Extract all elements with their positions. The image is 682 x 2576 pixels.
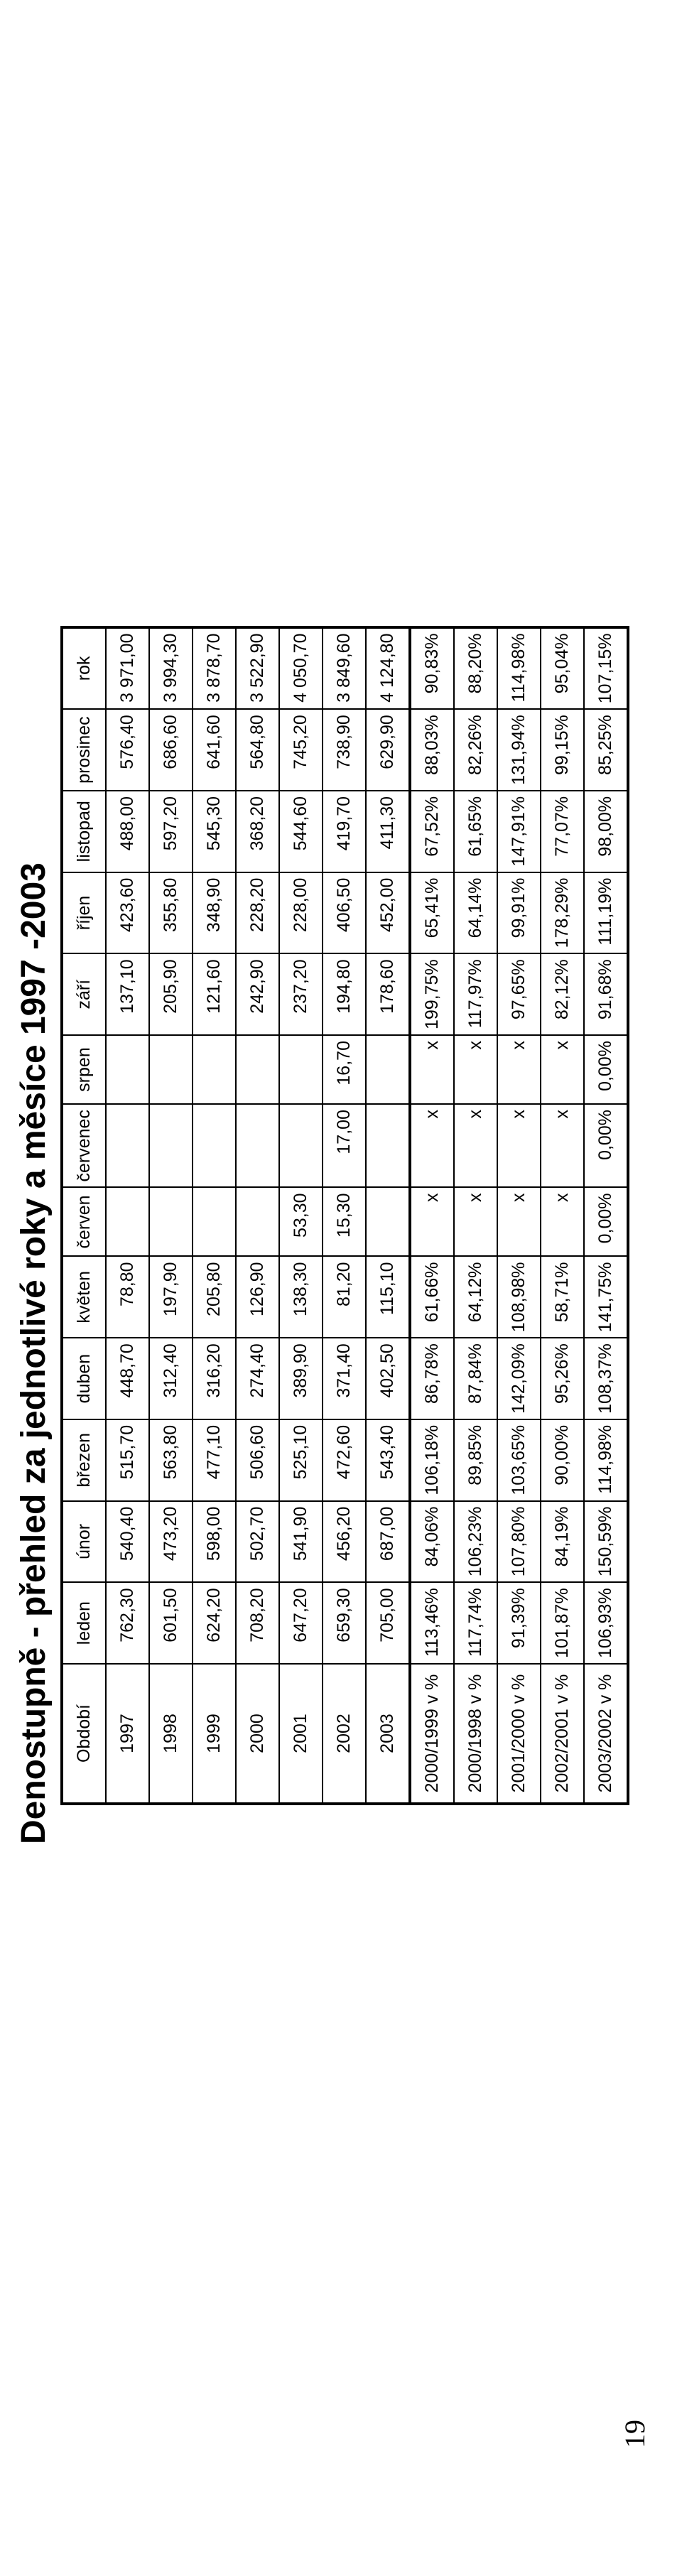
table-cell: 199,75% — [410, 953, 454, 1035]
table-cell — [193, 1035, 236, 1104]
table-cell: 67,52% — [410, 791, 454, 872]
table-cell — [236, 1104, 279, 1187]
table-cell: 4 124,80 — [366, 627, 410, 710]
table-cell — [279, 1035, 323, 1104]
table-cell: 126,90 — [236, 1256, 279, 1338]
table-cell: 389,90 — [279, 1338, 323, 1419]
table-cell: x — [454, 1104, 497, 1187]
table-cell — [236, 1187, 279, 1256]
table-cell: 97,65% — [497, 953, 541, 1035]
table-cell: 411,30 — [366, 791, 410, 872]
column-header: červenec — [62, 1104, 106, 1187]
table-cell: 540,40 — [106, 1501, 149, 1583]
table-cell: 111,19% — [584, 872, 628, 954]
table-cell: 106,23% — [454, 1501, 497, 1583]
table-cell: x — [454, 1035, 497, 1104]
table-cell: 515,70 — [106, 1419, 149, 1501]
table-cell: 3 994,30 — [149, 627, 193, 710]
table-cell: 101,87% — [541, 1582, 584, 1664]
table-cell: x — [541, 1187, 584, 1256]
column-header: duben — [62, 1338, 106, 1419]
table-cell: 117,97% — [454, 953, 497, 1035]
table-cell: 95,26% — [541, 1338, 584, 1419]
table-cell: 563,80 — [149, 1419, 193, 1501]
table-cell — [106, 1104, 149, 1187]
year-row — [279, 627, 323, 1804]
ratio-row — [584, 627, 628, 1804]
table-cell: 106,93% — [584, 1582, 628, 1664]
table-cell: 113,46% — [410, 1582, 454, 1664]
table-cell: 87,84% — [454, 1338, 497, 1419]
table-cell: 242,90 — [236, 953, 279, 1035]
table-cell: 0,00% — [584, 1187, 628, 1256]
table-cell: 355,80 — [149, 872, 193, 954]
table-cell — [236, 1035, 279, 1104]
table-cell: 473,20 — [149, 1501, 193, 1583]
table-cell: 525,10 — [279, 1419, 323, 1501]
year-row — [366, 627, 410, 1804]
table-cell: 82,12% — [541, 953, 584, 1035]
table-cell: 705,00 — [366, 1582, 410, 1664]
table-cell — [193, 1187, 236, 1256]
table-cell: 598,00 — [193, 1501, 236, 1583]
degree-days-table — [60, 626, 629, 1805]
table-cell: 597,20 — [149, 791, 193, 872]
table-cell: 686,60 — [149, 709, 193, 791]
table-cell: 90,83% — [410, 627, 454, 710]
table-cell: 98,00% — [584, 791, 628, 872]
table-cell: 544,60 — [279, 791, 323, 872]
ratio-row — [410, 627, 454, 1804]
column-header: Období — [62, 1664, 106, 1804]
table-header-row — [62, 627, 106, 1804]
table-cell: 115,10 — [366, 1256, 410, 1338]
table-cell: 117,74% — [454, 1582, 497, 1664]
table-cell: 316,20 — [193, 1338, 236, 1419]
table-cell: 147,91% — [497, 791, 541, 872]
column-header: leden — [62, 1582, 106, 1664]
table-cell: x — [410, 1187, 454, 1256]
table-cell: x — [541, 1035, 584, 1104]
table-cell: 138,30 — [279, 1256, 323, 1338]
table-cell: 545,30 — [193, 791, 236, 872]
table-cell: 108,37% — [584, 1338, 628, 1419]
table-cell: 17,00 — [323, 1104, 366, 1187]
table-cell: 77,07% — [541, 791, 584, 872]
row-label: 2000/1998 v % — [454, 1664, 497, 1804]
table-cell: 472,60 — [323, 1419, 366, 1501]
table-cell: 205,80 — [193, 1256, 236, 1338]
table-cell: 576,40 — [106, 709, 149, 791]
table-cell: x — [497, 1035, 541, 1104]
table-cell: 99,15% — [541, 709, 584, 791]
table-cell: 150,59% — [584, 1501, 628, 1583]
row-label: 2003 — [366, 1664, 410, 1804]
row-label: 2001/2000 v % — [497, 1664, 541, 1804]
table-cell: 452,00 — [366, 872, 410, 954]
table-cell: 506,60 — [236, 1419, 279, 1501]
table-cell: x — [497, 1187, 541, 1256]
page-number: 19 — [619, 2420, 651, 2448]
table-cell — [193, 1104, 236, 1187]
table-cell: 312,40 — [149, 1338, 193, 1419]
table-cell: 16,70 — [323, 1035, 366, 1104]
table-cell: 131,94% — [497, 709, 541, 791]
table-cell: 205,90 — [149, 953, 193, 1035]
column-header: září — [62, 953, 106, 1035]
table-cell: 65,41% — [410, 872, 454, 954]
table-cell: 0,00% — [584, 1035, 628, 1104]
table-cell — [149, 1035, 193, 1104]
table-cell: 86,78% — [410, 1338, 454, 1419]
table-cell: 82,26% — [454, 709, 497, 791]
table-cell: 419,70 — [323, 791, 366, 872]
table-cell: 762,30 — [106, 1582, 149, 1664]
table-cell: 448,70 — [106, 1338, 149, 1419]
table-cell: 64,12% — [454, 1256, 497, 1338]
table-cell: 745,20 — [279, 709, 323, 791]
ratio-row — [541, 627, 584, 1804]
table-cell: 423,60 — [106, 872, 149, 954]
table-cell: 502,70 — [236, 1501, 279, 1583]
table-cell: 687,00 — [366, 1501, 410, 1583]
row-label: 2000 — [236, 1664, 279, 1804]
table-cell: 738,90 — [323, 709, 366, 791]
table-cell: 88,03% — [410, 709, 454, 791]
table-cell: 114,98% — [497, 627, 541, 710]
column-header: březen — [62, 1419, 106, 1501]
row-label: 2002/2001 v % — [541, 1664, 584, 1804]
year-row — [149, 627, 193, 1804]
row-label: 1999 — [193, 1664, 236, 1804]
table-cell: 61,66% — [410, 1256, 454, 1338]
column-header: rok — [62, 627, 106, 710]
table-cell: 406,50 — [323, 872, 366, 954]
table-cell: 78,80 — [106, 1256, 149, 1338]
table-cell: 85,25% — [584, 709, 628, 791]
table-cell: 95,04% — [541, 627, 584, 710]
table-cell: 141,75% — [584, 1256, 628, 1338]
table-cell: 647,20 — [279, 1582, 323, 1664]
year-row — [323, 627, 366, 1804]
table-cell: 543,40 — [366, 1419, 410, 1501]
table-cell — [366, 1104, 410, 1187]
row-label: 2003/2002 v % — [584, 1664, 628, 1804]
table-cell: 90,00% — [541, 1419, 584, 1501]
table-cell: 84,06% — [410, 1501, 454, 1583]
table-cell: 58,71% — [541, 1256, 584, 1338]
table-cell: 228,20 — [236, 872, 279, 954]
row-label: 2000/1999 v % — [410, 1664, 454, 1804]
table-cell: 3 971,00 — [106, 627, 149, 710]
table-cell: 103,65% — [497, 1419, 541, 1501]
table-cell: 61,65% — [454, 791, 497, 872]
table-cell: 368,20 — [236, 791, 279, 872]
table-cell: 601,50 — [149, 1582, 193, 1664]
table-cell: 91,68% — [584, 953, 628, 1035]
table-cell: x — [454, 1187, 497, 1256]
table-cell: 4 050,70 — [279, 627, 323, 710]
table-cell: 456,20 — [323, 1501, 366, 1583]
table-cell: 121,60 — [193, 953, 236, 1035]
year-row — [106, 627, 149, 1804]
year-row — [236, 627, 279, 1804]
table-cell — [279, 1104, 323, 1187]
column-header: listopad — [62, 791, 106, 872]
ratio-row — [454, 627, 497, 1804]
table-cell: 107,80% — [497, 1501, 541, 1583]
table-cell: 228,00 — [279, 872, 323, 954]
table-cell: 659,30 — [323, 1582, 366, 1664]
table-cell: 488,00 — [106, 791, 149, 872]
table-cell: 142,09% — [497, 1338, 541, 1419]
table-cell — [366, 1187, 410, 1256]
table-cell: x — [497, 1104, 541, 1187]
table-cell: 178,29% — [541, 872, 584, 954]
column-header: únor — [62, 1501, 106, 1583]
table-cell: 237,20 — [279, 953, 323, 1035]
table-cell: 91,39% — [497, 1582, 541, 1664]
table-cell: 624,20 — [193, 1582, 236, 1664]
table-cell — [366, 1035, 410, 1104]
ratio-row — [497, 627, 541, 1804]
column-header: květen — [62, 1256, 106, 1338]
table-cell: 15,30 — [323, 1187, 366, 1256]
table-cell: 3 849,60 — [323, 627, 366, 710]
table-cell: 0,00% — [584, 1104, 628, 1187]
row-label: 2002 — [323, 1664, 366, 1804]
year-row — [193, 627, 236, 1804]
table-cell: 477,10 — [193, 1419, 236, 1501]
table-cell — [106, 1035, 149, 1104]
table-cell: 641,60 — [193, 709, 236, 791]
table-cell — [149, 1187, 193, 1256]
table-cell: 629,90 — [366, 709, 410, 791]
table-cell: 541,90 — [279, 1501, 323, 1583]
table-cell: 88,20% — [454, 627, 497, 710]
page-title: Denostupně - přehled za jednotlivé roky a měsíce 1997 -2003 — [15, 862, 53, 1844]
table-cell: 53,30 — [279, 1187, 323, 1256]
table-cell — [149, 1104, 193, 1187]
row-label: 1997 — [106, 1664, 149, 1804]
table-cell: 402,50 — [366, 1338, 410, 1419]
table-cell: 564,80 — [236, 709, 279, 791]
column-header: říjen — [62, 872, 106, 954]
table-cell: 84,19% — [541, 1501, 584, 1583]
table-cell: 99,91% — [497, 872, 541, 954]
table-cell: 371,40 — [323, 1338, 366, 1419]
column-header: prosinec — [62, 709, 106, 791]
table-cell: 3 878,70 — [193, 627, 236, 710]
table-cell: 108,98% — [497, 1256, 541, 1338]
table-cell: 64,14% — [454, 872, 497, 954]
table-cell: 106,18% — [410, 1419, 454, 1501]
table-cell: 114,98% — [584, 1419, 628, 1501]
table-cell: x — [410, 1035, 454, 1104]
table-cell: 137,10 — [106, 953, 149, 1035]
table-cell: 178,60 — [366, 953, 410, 1035]
table-cell: 81,20 — [323, 1256, 366, 1338]
table-cell: 348,90 — [193, 872, 236, 954]
table-cell: 197,90 — [149, 1256, 193, 1338]
table-cell: 89,85% — [454, 1419, 497, 1501]
table-cell: x — [410, 1104, 454, 1187]
table-cell — [106, 1187, 149, 1256]
column-header: červen — [62, 1187, 106, 1256]
column-header: srpen — [62, 1035, 106, 1104]
table-cell: 194,80 — [323, 953, 366, 1035]
table-cell: 3 522,90 — [236, 627, 279, 710]
table-cell: 107,15% — [584, 627, 628, 710]
table-cell: x — [541, 1104, 584, 1187]
row-label: 1998 — [149, 1664, 193, 1804]
row-label: 2001 — [279, 1664, 323, 1804]
table-cell: 274,40 — [236, 1338, 279, 1419]
table-cell: 708,20 — [236, 1582, 279, 1664]
